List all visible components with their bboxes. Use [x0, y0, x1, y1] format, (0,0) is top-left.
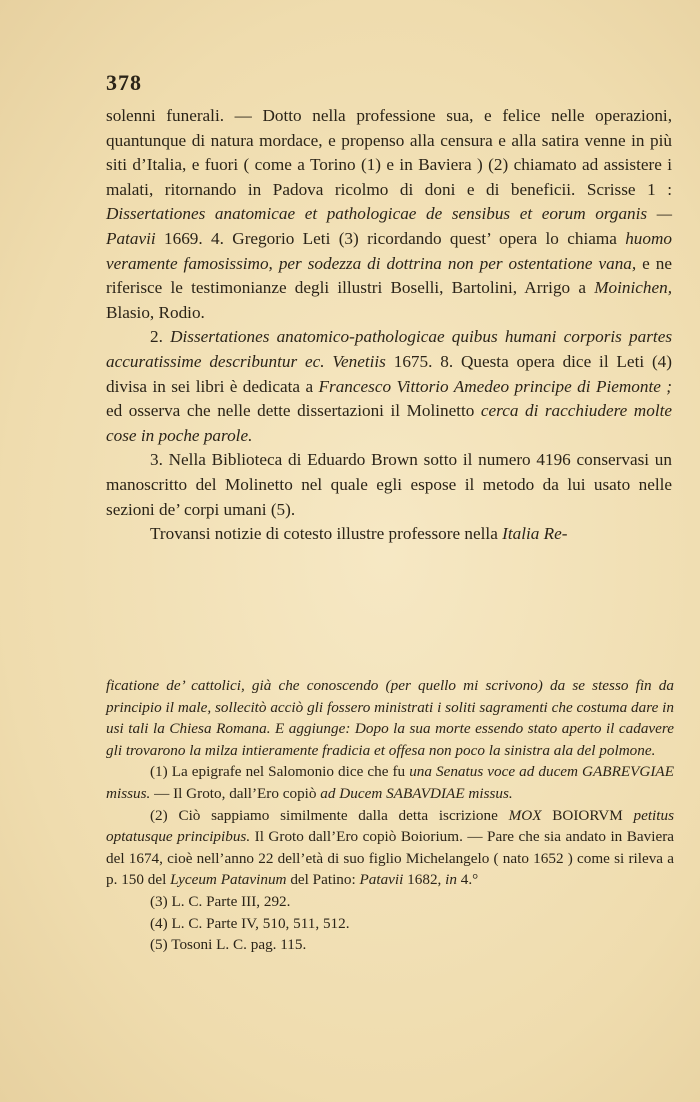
text-run: 1675. 8. Questa opera dice il Leti (4) divisa in sei libri è dedicata a: [106, 351, 673, 396]
text-run: Blasio, Rodio.: [106, 302, 205, 322]
text-run: e ne riferisce le testimonianze degli illustri Boselli, Bartolini, Arrigo a: [106, 253, 673, 298]
footnote-1: [106, 761, 674, 804]
paragraph-4: [106, 522, 672, 547]
text-run: (2) Ciò sappiamo similmente dalla detta iscrizione: [150, 806, 509, 824]
italic-quote: ad Ducem SABAVDIAE missus.: [320, 784, 513, 802]
footnote-2: [106, 805, 674, 891]
paragraph-1: [106, 104, 672, 325]
paragraph-2: [106, 325, 672, 448]
footnote-5: (5) Tosoni L. C. pag. 115.: [150, 936, 307, 954]
text-run: 1682,: [403, 871, 446, 889]
page-number: 378: [106, 70, 142, 95]
italic-title: Lyceum Patavinum: [170, 871, 287, 889]
text-run: Il Groto dall’Ero copiò Boiorium. — Pare che sia andato in Baviera del 1674, cioè nell’anno 22 dell’età di suo figlio Michelangelo ( nato 1652 ) come si rileva a p. 150 del: [106, 828, 674, 889]
footnote-continuation: [106, 675, 674, 761]
italic-name: Francesco Vittorio Amedeo principe di Piemonte ;: [318, 376, 672, 396]
text-run: (1) La epigrafe nel Salomonio dice che fu: [150, 763, 410, 781]
italic-word: in: [445, 871, 457, 889]
footnote-3: (3) L. C. Parte III, 292.: [150, 892, 291, 910]
italic-quote: huomo veramente famosissimo, per sodezza di dottrina non per ostentatione vana,: [106, 228, 672, 273]
italic-title: Dissertationes anatomicae et pathologicae de sensibus et eorum organis — Patavii: [106, 204, 672, 248]
text-run: BOIORVM: [541, 806, 634, 824]
italic-title: Italia Re-: [502, 524, 568, 544]
text-run: solenni funerali. — Dotto nella professione sua, e felice nelle operazioni, quantunque di natura mordace, e propenso alla censura e alla satira venne in più siti d’Italia, e fuori ( come a Torino (1) e in Baviera ) (2) chiamato ad assistere i malati, ritornando in Padova ricolmo di doni e di beneficii. Scrisse 1 :: [106, 106, 672, 199]
footnote-4: (4) L. C. Parte IV, 510, 511, 512.: [150, 914, 350, 932]
footnotes: [106, 675, 674, 956]
italic-quote: cerca di racchiudere molte cose in poche parole.: [106, 401, 672, 445]
text-run: 4.°: [456, 871, 479, 889]
italic-quote: petitus optatusque principibus.: [106, 806, 674, 846]
main-text: [106, 104, 672, 547]
italic-quote: ficatione de’ cattolici, già che conoscendo (per quello mi scrivono) da se stesso fin da principio il male, sollecitò acciò gli fossero ministrati i soliti sagramenti che costuma dare in usi tali la Chiesa Romana. E aggiunge: Dopo la sua morte essendo stato aperto il cadavere gli trovarono la milza intieramente fradicia et offesa non poco la sinistra ala del polmone.: [106, 677, 674, 759]
text-run: 1669. 4. Gregorio Leti (3) ricordando quest’ opera lo chiama: [155, 228, 626, 248]
text-run: ed osserva che nelle dette dissertazioni il Molinetto: [106, 401, 481, 421]
text-run: Trovansi notizie di cotesto illustre professore nella: [150, 524, 503, 544]
text-run: 2.: [150, 327, 171, 347]
italic-place: Patavii: [359, 871, 404, 889]
italic-title: Dissertationes anatomico-pathologicae quibus humani corporis partes accuratissime describuntur ec. Venetiis: [106, 327, 673, 371]
text-run: — Il Groto, dall’Ero copiò: [150, 784, 321, 802]
italic-name: Moinichen,: [594, 278, 672, 298]
italic-quote: una Senatus voce ad ducem GABREVGIAE missus.: [106, 763, 674, 802]
paragraph-3: 3. Nella Biblioteca di Eduardo Brown sotto il numero 4196 conservasi un manoscritto del Molinetto nel quale egli espose il metodo da lui usato nelle sezioni de’ corpi umani (5).: [106, 450, 672, 519]
italic-word: MOX: [508, 806, 542, 824]
text-run: del Patino:: [286, 871, 360, 889]
